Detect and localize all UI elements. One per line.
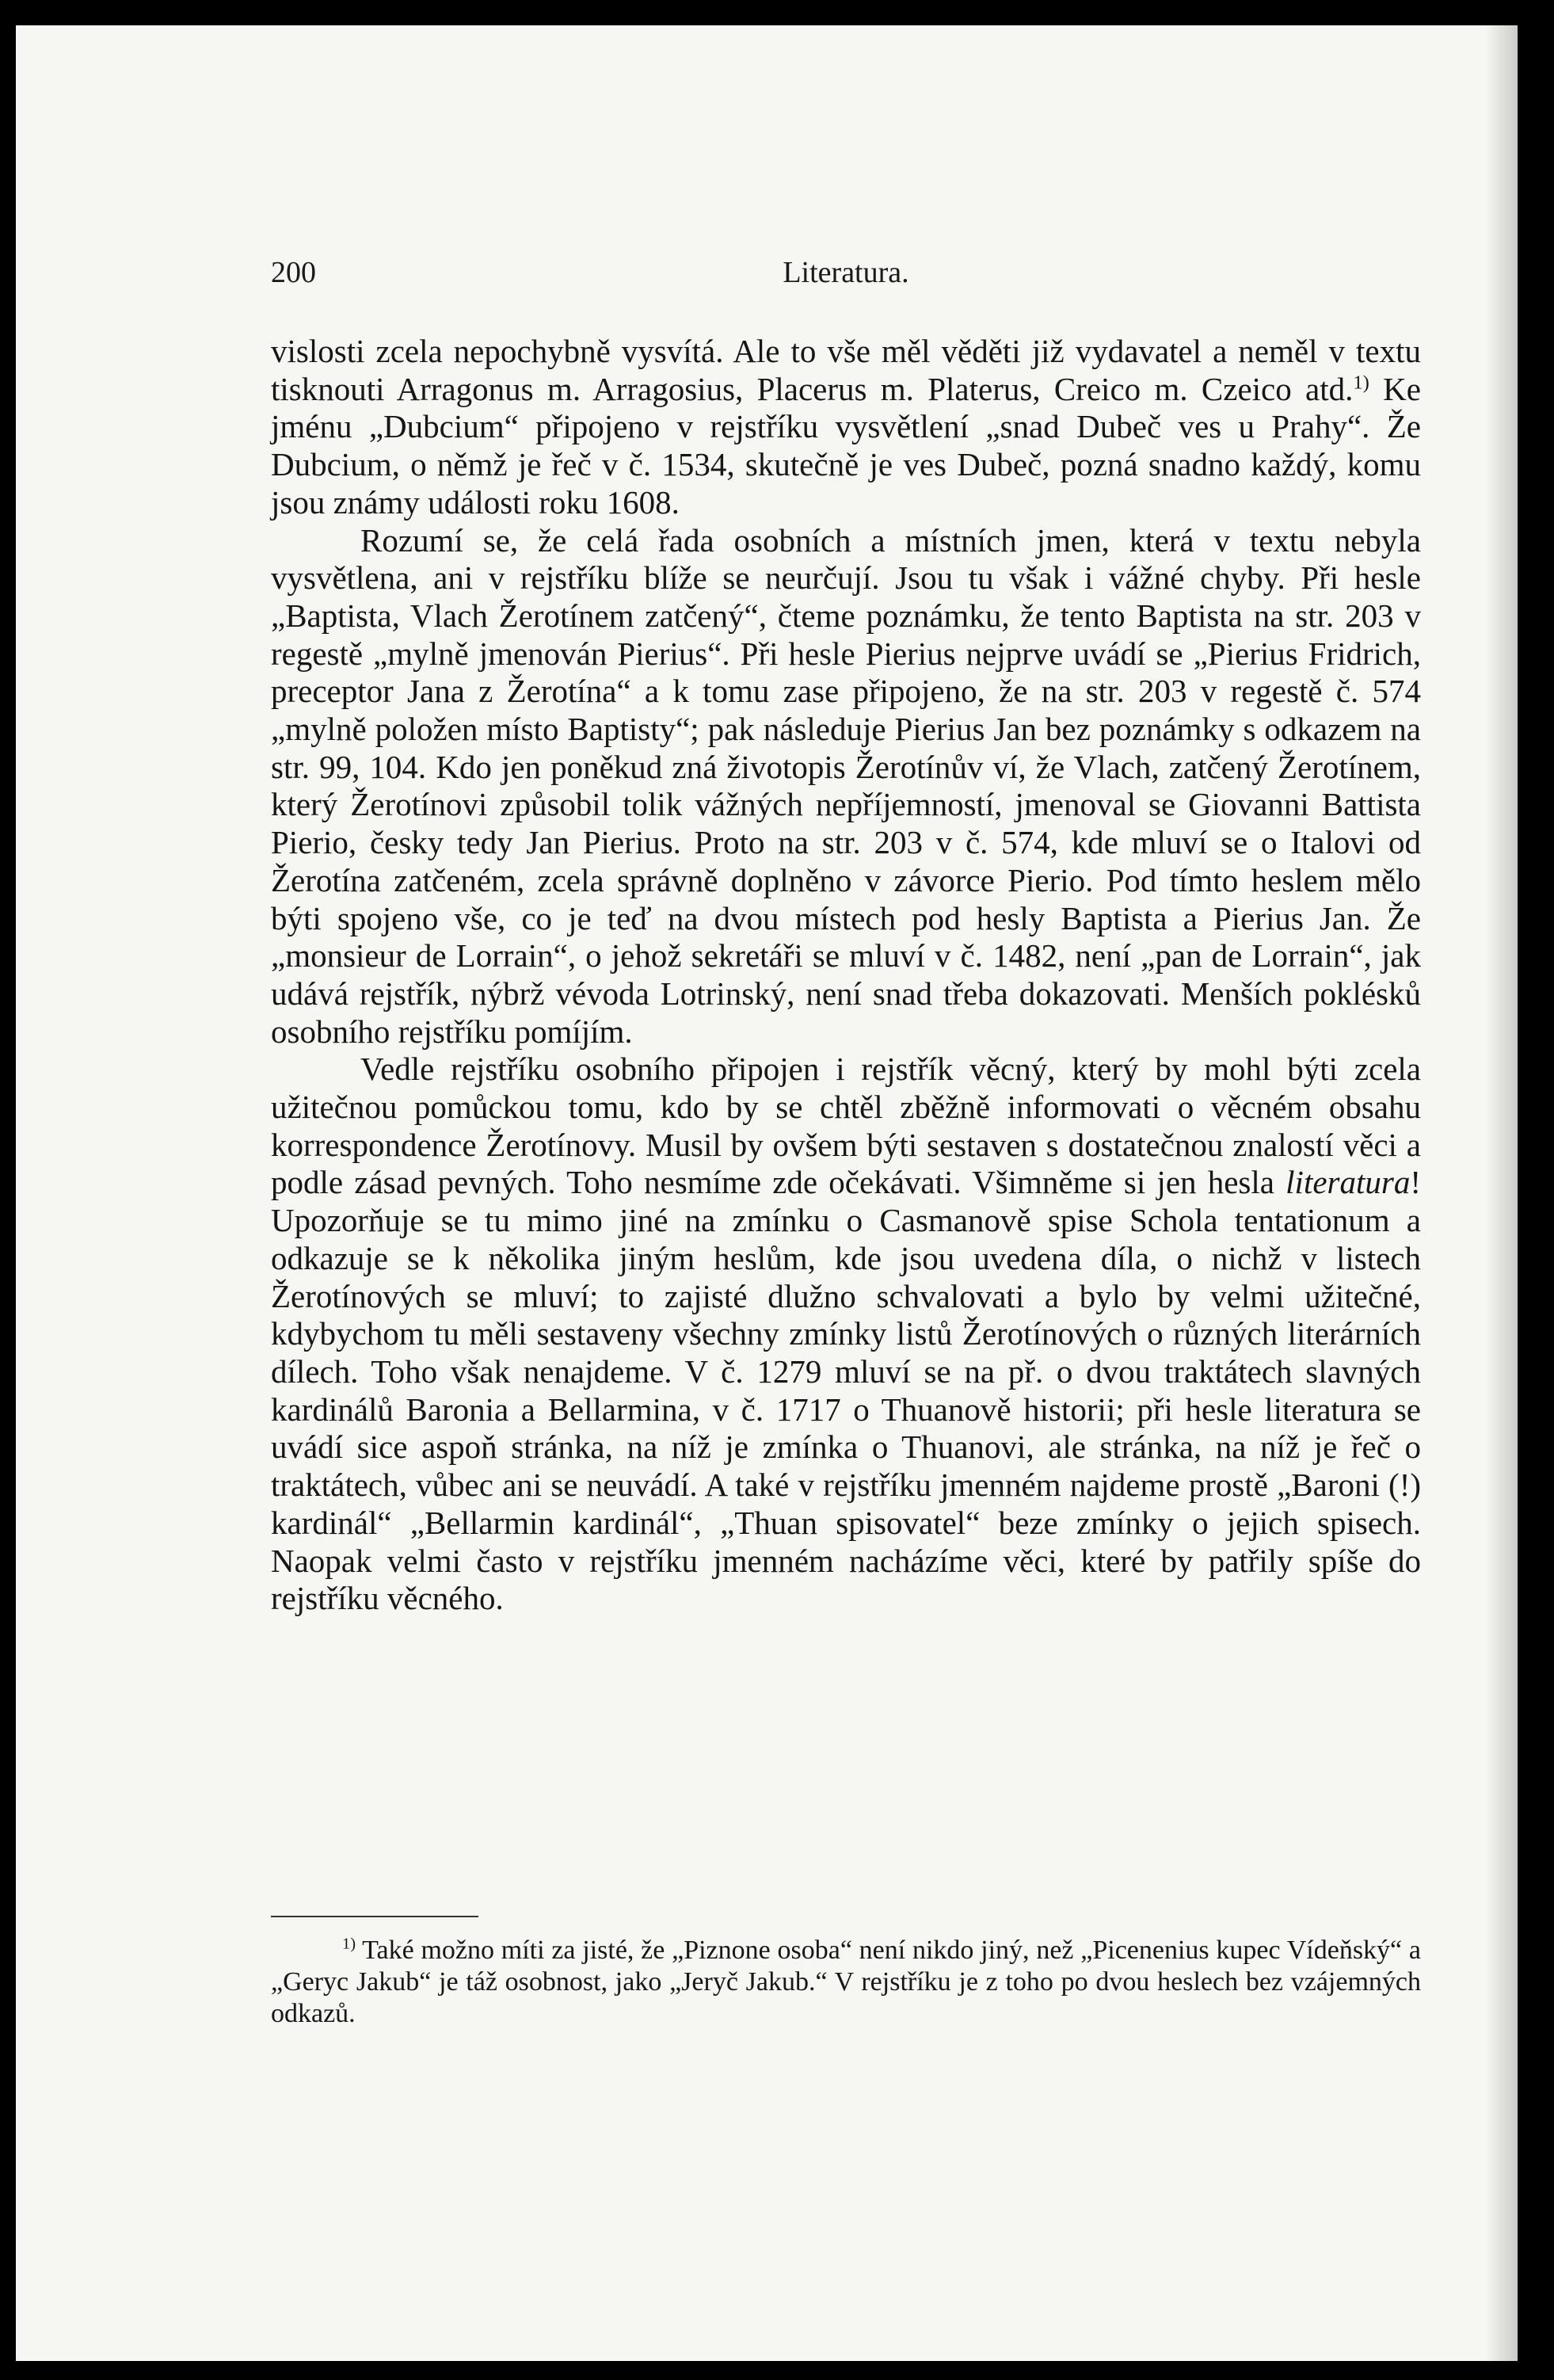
- italic-term: literatura: [1285, 1164, 1411, 1201]
- footnote-divider: [271, 1916, 478, 1917]
- book-page: [16, 25, 1518, 2361]
- body-text: [271, 333, 1421, 1618]
- paragraph-3-text-b: ! Upozorňuje se tu mimo jiné na zmínku o Casmanově spise Schola tentationum a odkazuje se k několika jiným heslům, kde jsou uvedena díla, o nichž v listech Žerotínových se mluví; to zajisté dlužno schvalovati a bylo by velmi užitečné, kdybychom tu měli sestaveny všechny zmínky listů Žerotínových o různých literárních dílech. Toho však nenajdeme. V č. 1279 mluví se na př. o dvou traktátech slavných kardinálů Baronia a Bellarmina, v č. 1717 o Thuanově historii; při hesle literatura se uvádí sice aspoň stránka, na níž je zmínka o Thuanovi, ale stránka, na níž je řeč o traktátech, vůbec ani se neuvádí. A také v rejstříku jmenném najdeme prostě „Baroni (!) kardinál“ „Bellarmin kardinál“, „Thuan spisovatel“ beze zmínky o jejich spisech. Naopak velmi často v rejstříku jmenném nacházíme věci, které by patřily spíše do rejstříku věcného.: [271, 1164, 1421, 1617]
- page-number: 200: [271, 256, 316, 289]
- paragraph-3: [271, 1051, 1421, 1618]
- footnote-text: Také možno míti za jisté, že „Piznone osoba“ není nikdo jiný, než „Picenenius kupec Vídeňský“ a „Geryc Jakub“ je táž osobnost, jako „Jeryč Jakub.“ V rejstříku je z toho po dvou heslech bez vzájemných odkazů.: [271, 1936, 1421, 2028]
- running-title: Literatura.: [783, 256, 909, 289]
- page-edge-shadow: [1486, 25, 1518, 2361]
- paragraph-3-text-a: Vedle rejstříku osobního připojen i rejstřík věcný, který by mohl býti zcela užitečnou pomůckou tomu, kdo by se chtěl zběžně informovati o věcném obsahu korrespondence Žerotínovy. Musil by ovšem býti sestaven s dostatečnou znalostí věci a podle zásad pevných. Toho nesmíme zde očekávati. Všimněme si jen hesla: [271, 1051, 1421, 1201]
- paragraph-1: [271, 333, 1421, 522]
- paragraph-2: Rozumí se, že celá řada osobních a místních jmen, která v textu nebyla vysvětlena, ani v rejstříku blíže se neurčují. Jsou tu však i vážné chyby. Při hesle „Baptista, Vlach Žerotínem zatčený“, čteme poznámku, že tento Baptista na str. 203 v regestě „mylně jmenován Pierius“. Při hesle Pierius nejprve uvádí se „Pierius Fridrich, preceptor Jana z Žerotína“ a k tomu zase připojeno, že na str. 203 v regestě č. 574 „mylně položen místo Baptisty“; pak následuje Pierius Jan bez poznámky s odkazem na str. 99, 104. Kdo jen poněkud zná životopis Žerotínův ví, že Vlach, zatčený Žerotínem, který Žerotínovi způsobil tolik vážných nepříjemností, jmenoval se Giovanni Battista Pierio, česky tedy Jan Pierius. Proto na str. 203 v č. 574, kde mluví se o Italovi od Žerotína zatčeném, zcela správně doplněno v závorce Pierio. Pod tímto heslem mělo býti spojeno vše, co je teď na dvou místech pod hesly Baptista a Pierius Jan. Že „monsieur de Lorrain“, o jehož sekretáři se mluví v č. 1482, není „pan de Lorrain“, jak udává rejstřík, nýbrž vévoda Lotrinský, není snad třeba dokazovati. Menších poklésků osobního rejstříku pomíjím.: [271, 521, 1421, 1050]
- footnote-reference: 1): [1353, 372, 1369, 394]
- paragraph-1-continuation: Ke jménu „Dubcium“ připojeno v rejstříku vysvětlení „snad Dubeč ves u Prahy“. Že Dubcium, o němž je řeč v č. 1534, skutečně je ves Dubeč, pozná snadno každý, komu jsou známy události roku 1608.: [271, 370, 1421, 521]
- footnote-marker: 1): [342, 1935, 356, 1953]
- page-header: [271, 255, 1421, 303]
- footnote: [271, 1935, 1421, 2030]
- paragraph-1-text: vislosti zcela nepochybně vysvítá. Ale to vše měl věděti již vydavatel a neměl v textu tisknouti Arragonus m. Arragosius, Placerus m. Platerus, Creico m. Czeico atd.: [271, 333, 1421, 407]
